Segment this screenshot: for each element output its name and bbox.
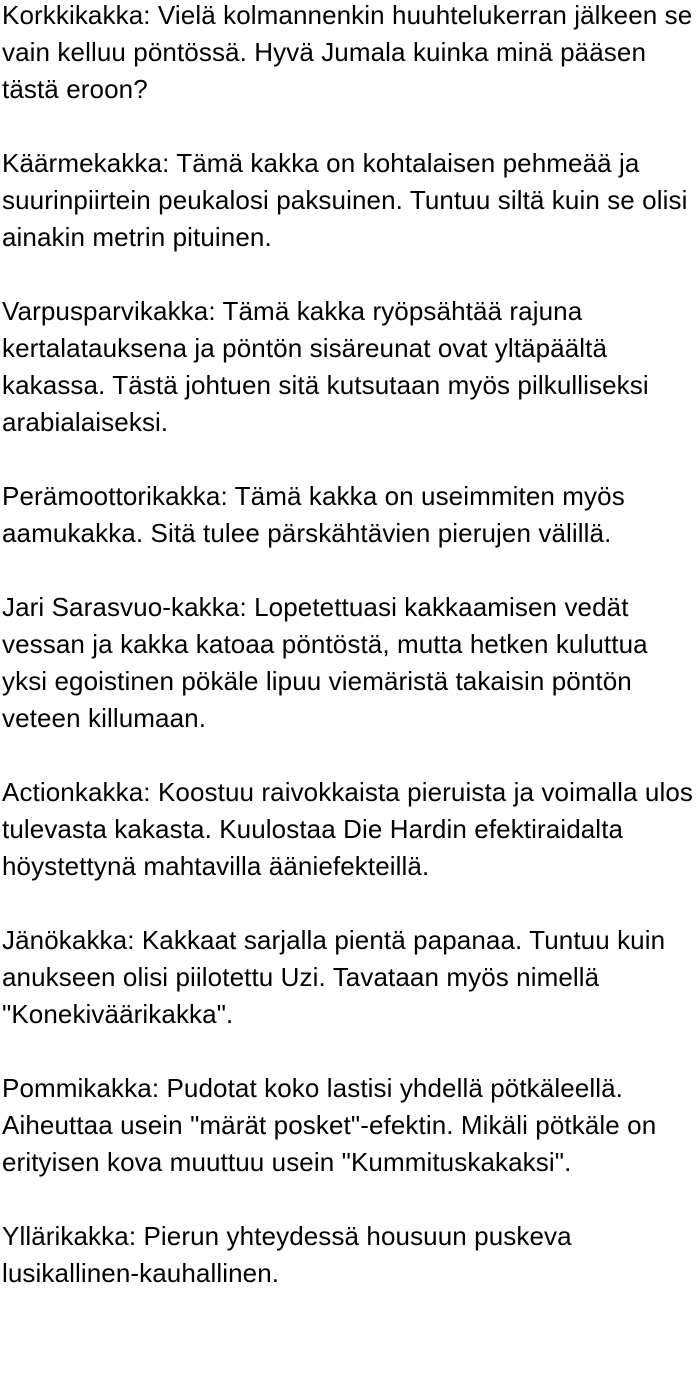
- entry-text: Koostuu raivokkaista pieruista ja voimalla ulos tulevasta kakasta. Kuulostaa Die Hardin efektiraidalta höystettynä mahtavilla ääniefekteillä.: [2, 777, 694, 881]
- entry-pommikakka: [2, 1070, 700, 1181]
- entry-text: Tämä kakka ryöpsähtää rajuna kertalatauksena ja pöntön sisäreunat ovat yltäpäältä kakassa. Tästä johtuen sitä kutsutaan myös pilkulliseksi arabialaiseksi.: [2, 296, 649, 437]
- entry-separator: :: [220, 481, 235, 511]
- entry-jari-sarasvuo-kakka: [2, 589, 700, 737]
- entry-term: Käärmekakka: [2, 148, 163, 178]
- entry-separator: :: [127, 925, 142, 955]
- entry-separator: :: [143, 0, 158, 30]
- entry-separator: :: [128, 1221, 144, 1251]
- entry-varpusparvikakka: [2, 293, 700, 441]
- entry-separator: :: [208, 296, 223, 326]
- entry-text: Tämä kakka on kohtalaisen pehmeää ja suurinpiirtein peukalosi paksuinen. Tuntuu siltä kuin se olisi ainakin metrin pituinen.: [2, 148, 688, 252]
- entry-actionkakka: [2, 774, 700, 885]
- entry-text: Vielä kolmannenkin huuhtelukerran jälkeen se vain kelluu pöntössä. Hyvä Jumala kuinka minä pääsen tästä eroon?: [2, 0, 693, 104]
- entry-yllarikakka: [2, 1218, 700, 1292]
- entry-term: Yllärikakka: [2, 1221, 129, 1251]
- entry-text: Pierun yhteydessä housuun puskeva lusikallinen-kauhallinen.: [2, 1221, 572, 1288]
- entry-term: Pommikakka: [2, 1073, 152, 1103]
- entry-korkkikakka: [2, 0, 700, 108]
- entry-separator: :: [143, 777, 158, 807]
- entry-term: Varpusparvikakka: [2, 296, 209, 326]
- entry-text: Pudotat koko lastisi yhdellä pötkäleellä. Aiheuttaa usein "märät posket"-efektin. Mikäli pötkäle on erityisen kova muuttuu usein "Kummituskakaksi".: [2, 1073, 657, 1177]
- entry-term: Actionkakka: [2, 777, 144, 807]
- entry-peramoottorikakka: [2, 478, 700, 552]
- entry-term: Jänökakka: [2, 925, 128, 955]
- entry-term: Korkkikakka: [2, 0, 144, 30]
- entry-separator: :: [239, 592, 255, 622]
- entry-term: Perämoottorikakka: [2, 481, 221, 511]
- entry-text: Tämä kakka on useimmiten myös aamukakka. Sitä tulee pärskähtävien pierujen välillä.: [2, 481, 625, 548]
- entry-text: Lopetettuasi kakkaamisen vedät vessan ja kakka katoaa pöntöstä, mutta hetken kuluttua yksi egoistinen pökäle lipuu viemäristä takaisin pöntön veteen killumaan.: [2, 592, 648, 733]
- entry-term: Jari Sarasvuo-kakka: [2, 592, 240, 622]
- entry-separator: :: [151, 1073, 167, 1103]
- entry-separator: :: [162, 148, 177, 178]
- entry-kaarmekakka: [2, 145, 700, 256]
- entry-janokakka: [2, 922, 700, 1033]
- document-body: [2, 0, 700, 1329]
- entry-text: Kakkaat sarjalla pientä papanaa. Tuntuu kuin anukseen olisi piilotettu Uzi. Tavataan myös nimellä "Konekiväärikakka".: [2, 925, 666, 1029]
